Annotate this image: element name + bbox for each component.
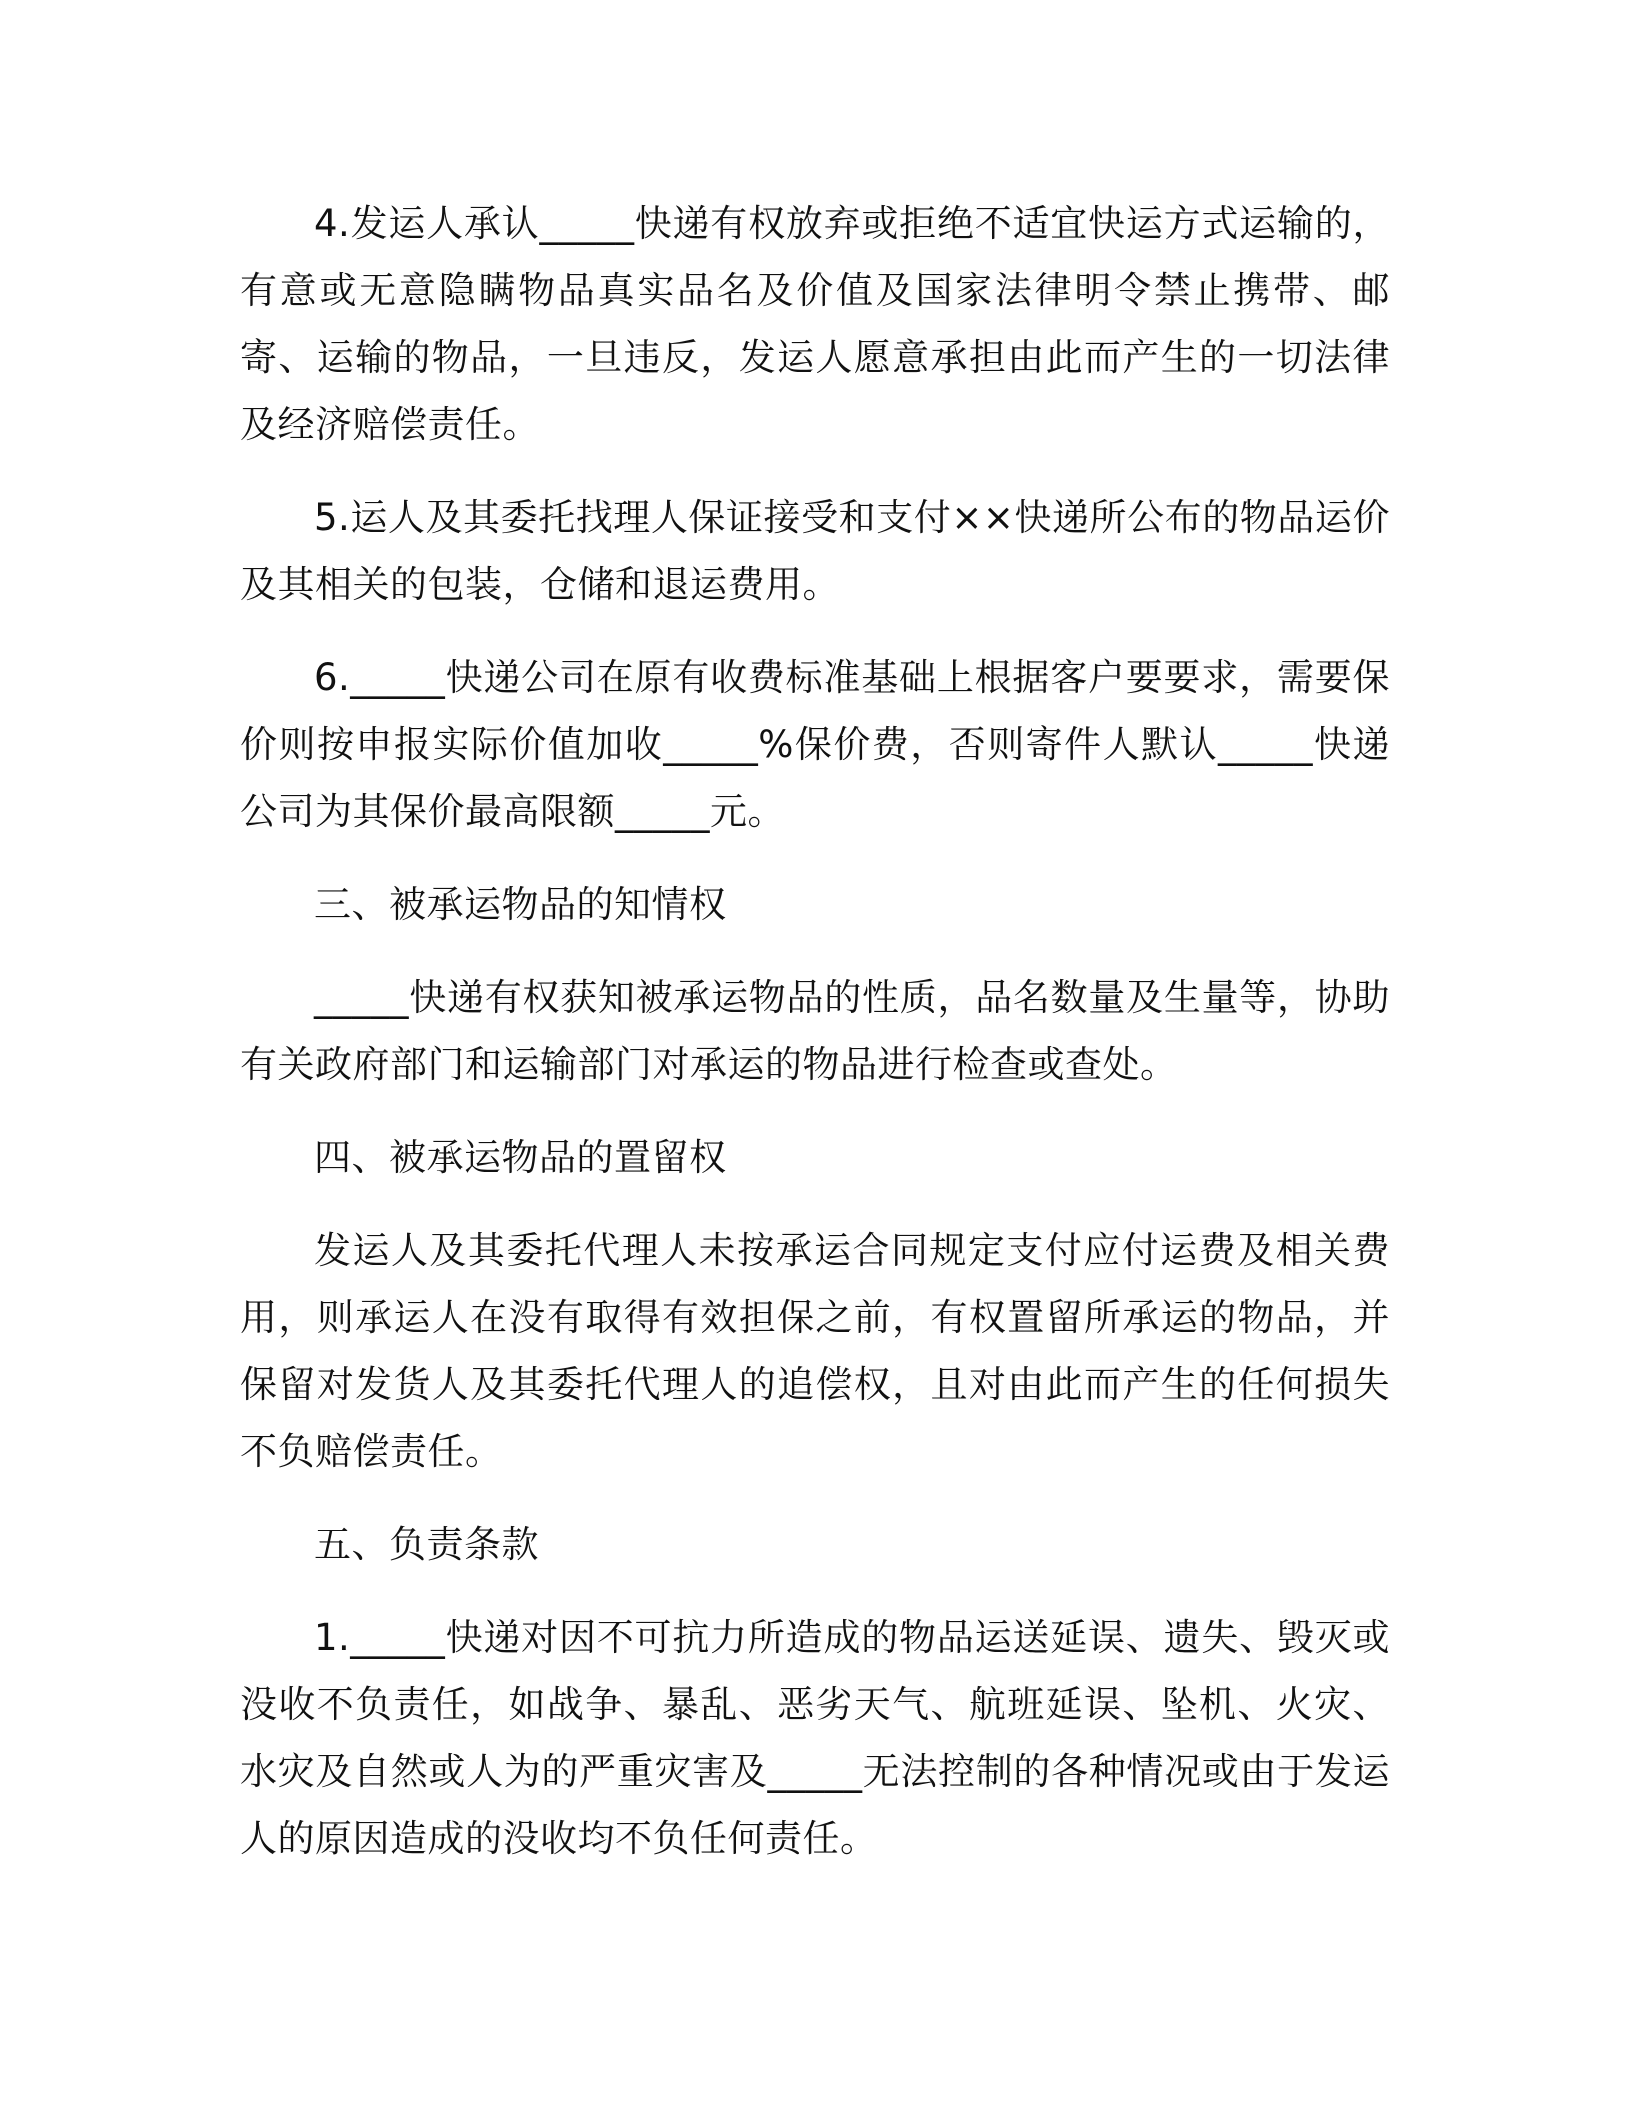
paragraph-clause-4: 4.发运人承认_____快递有权放弃或拒绝不适宜快运方式运输的，有意或无意隐瞒物品真实品名及价值及国家法律明令禁止携带、邮寄、运输的物品，一旦违反，发运人愿意承担由此而产生的一切法律及经济赔偿责任。: [240, 202, 1390, 446]
paragraph-clause-6: 6._____快递公司在原有收费标准基础上根据客户要要求，需要保价则按申报实际价值加收_____%保价费，否则寄件人默认_____快递公司为其保价最高限额_____元。: [240, 656, 1390, 833]
paragraph-right-to-know: _____快递有权获知被承运物品的性质，品名数量及生量等，协助有关政府部门和运输部门对承运的物品进行检查或查处。: [240, 976, 1390, 1086]
section-heading-5: 五、负责条款: [314, 1523, 539, 1566]
paragraph-clause-5: 5.运人及其委托找理人保证接受和支付××快递所公布的物品运价及其相关的包装，仓储和退运费用。: [240, 496, 1390, 606]
document-body: [240, 190, 1390, 1872]
section-heading-4: 四、被承运物品的置留权: [314, 1136, 727, 1179]
section-heading-3: 三、被承运物品的知情权: [314, 883, 727, 926]
paragraph-lien-right: 发运人及其委托代理人未按承运合同规定支付应付运费及相关费用，则承运人在没有取得有效担保之前，有权置留所承运的物品，并保留对发货人及其委托代理人的追偿权，且对由此而产生的任何损失不负赔偿责任。: [240, 1229, 1390, 1473]
paragraph-liability-clause-1: 1._____快递对因不可抗力所造成的物品运送延误、遗失、毁灭或没收不负责任，如战争、暴乱、恶劣天气、航班延误、坠机、火灾、水灾及自然或人为的严重灾害及_____无法控制的各种情况或由于发运人的原因造成的没收均不负任何责任。: [240, 1616, 1390, 1860]
